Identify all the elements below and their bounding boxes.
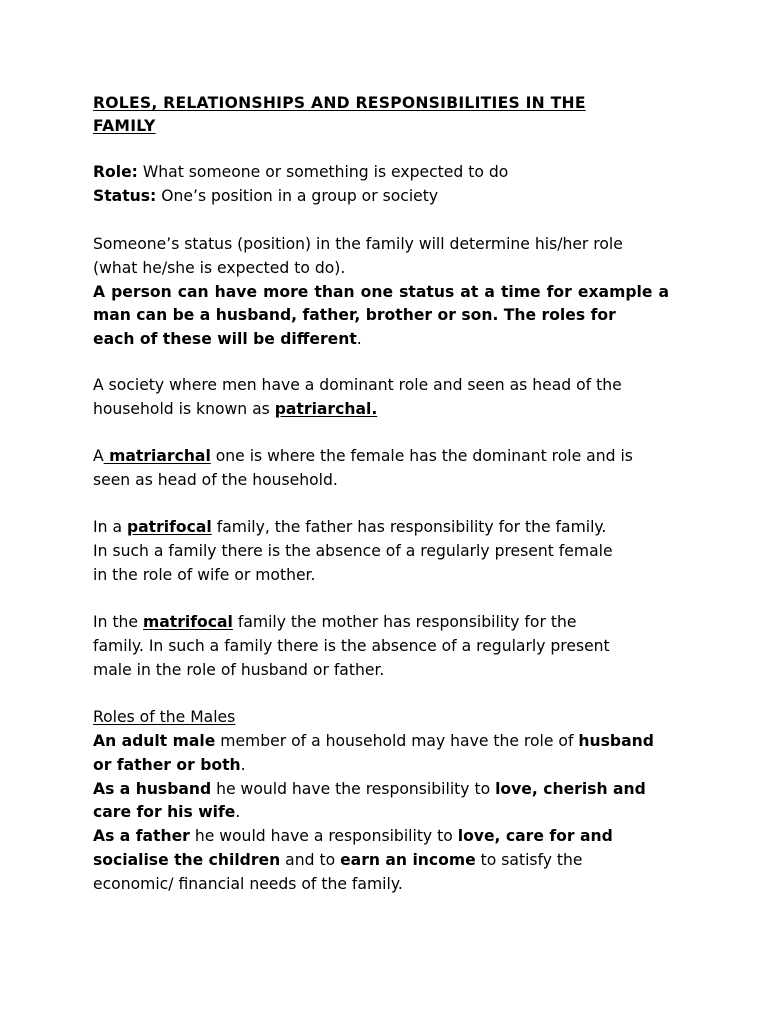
role-text: What someone or something is expected to do (137, 163, 509, 181)
males-line-7: economic/ financial needs of the family. (93, 875, 403, 893)
role-term: Role: (93, 163, 138, 181)
paragraph-status-line-2: (what he/she is expected to do). (93, 259, 346, 277)
document-title-line-2: FAMILY (93, 117, 156, 135)
adult-male-text: An adult male (93, 732, 216, 750)
males-line-5-mid: he would have a responsibility to (189, 827, 458, 845)
males-line-6 (93, 848, 583, 872)
matriarchal-rest: one is where the female has the dominant role and is (210, 447, 633, 465)
males-line-2-period: . (240, 756, 246, 774)
males-line-1-mid: member of a household may have the role of (215, 732, 579, 750)
matriarchal-line-2: seen as head of the household. (93, 471, 338, 489)
as-father-text: As a father (93, 827, 190, 845)
matriarchal-term: matriarchal (103, 447, 211, 465)
roles-different-text: each of these will be different (93, 330, 357, 348)
males-line-3 (93, 777, 646, 801)
matrifocal-rest: family the mother has responsibility for the (232, 613, 577, 631)
husband-text: husband (578, 732, 654, 750)
males-line-2 (93, 753, 246, 777)
socialise-children-text: socialise the children (93, 851, 281, 869)
paragraph-status-line-5 (93, 327, 362, 351)
multiple-status-example: man can be a husband, father, brother or son (93, 306, 493, 324)
paragraph-status-line-3: A person can have more than one status at a time for example a (93, 283, 669, 301)
matrifocal-line-2: family. In such a family there is the absence of a regularly present (93, 637, 610, 655)
matriarchal-pre: A (93, 447, 104, 465)
roles-differ-text: . The roles for (492, 306, 616, 324)
status-text: One’s position in a group or society (156, 187, 439, 205)
patriarchal-pre: household is known as (93, 400, 275, 418)
paragraph-status-line-1: Someone’s status (position) in the family will determine his/her role (93, 235, 623, 253)
status-definition (93, 184, 438, 208)
paragraph-status-line-4 (93, 303, 616, 327)
document-title-line-1: ROLES, RELATIONSHIPS AND RESPONSIBILITIES IN THE (93, 94, 586, 112)
patrifocal-term: patrifocal (126, 518, 212, 536)
matriarchal-line-1 (93, 444, 633, 468)
patrifocal-pre: In a (93, 518, 127, 536)
as-husband-text: As a husband (93, 780, 212, 798)
patriarchal-line-1: A society where men have a dominant role and seen as head of the (93, 376, 622, 394)
patrifocal-line-2: In such a family there is the absence of a regularly present female (93, 542, 613, 560)
males-line-3-mid: he would have the responsibility to (211, 780, 496, 798)
role-definition (93, 160, 508, 184)
status-term: Status: (93, 187, 157, 205)
patriarchal-line-2 (93, 397, 377, 421)
males-line-6-rest: to satisfy the (475, 851, 583, 869)
males-line-4 (93, 800, 240, 824)
matrifocal-line-3: male in the role of husband or father. (93, 661, 385, 679)
matrifocal-line-1 (93, 610, 576, 634)
matrifocal-pre: In the (93, 613, 143, 631)
males-section-heading: Roles of the Males (93, 708, 236, 726)
matrifocal-term: matrifocal (143, 613, 233, 631)
love-cherish-text: love, cherish and (495, 780, 646, 798)
males-line-1 (93, 729, 654, 753)
earn-income-text: earn an income (340, 851, 476, 869)
patrifocal-line-1 (93, 515, 606, 539)
care-for-wife-text: care for his wife (93, 803, 236, 821)
father-or-both-text: or father or both (93, 756, 241, 774)
patrifocal-line-3: in the role of wife or mother. (93, 566, 316, 584)
males-line-5 (93, 824, 613, 848)
males-line-4-period: . (235, 803, 241, 821)
love-care-for-text: love, care for and (457, 827, 613, 845)
period: . (356, 330, 362, 348)
males-line-6-mid: and to (280, 851, 341, 869)
patriarchal-term: patriarchal. (274, 400, 378, 418)
patrifocal-rest: family, the father has responsibility for the family. (211, 518, 607, 536)
